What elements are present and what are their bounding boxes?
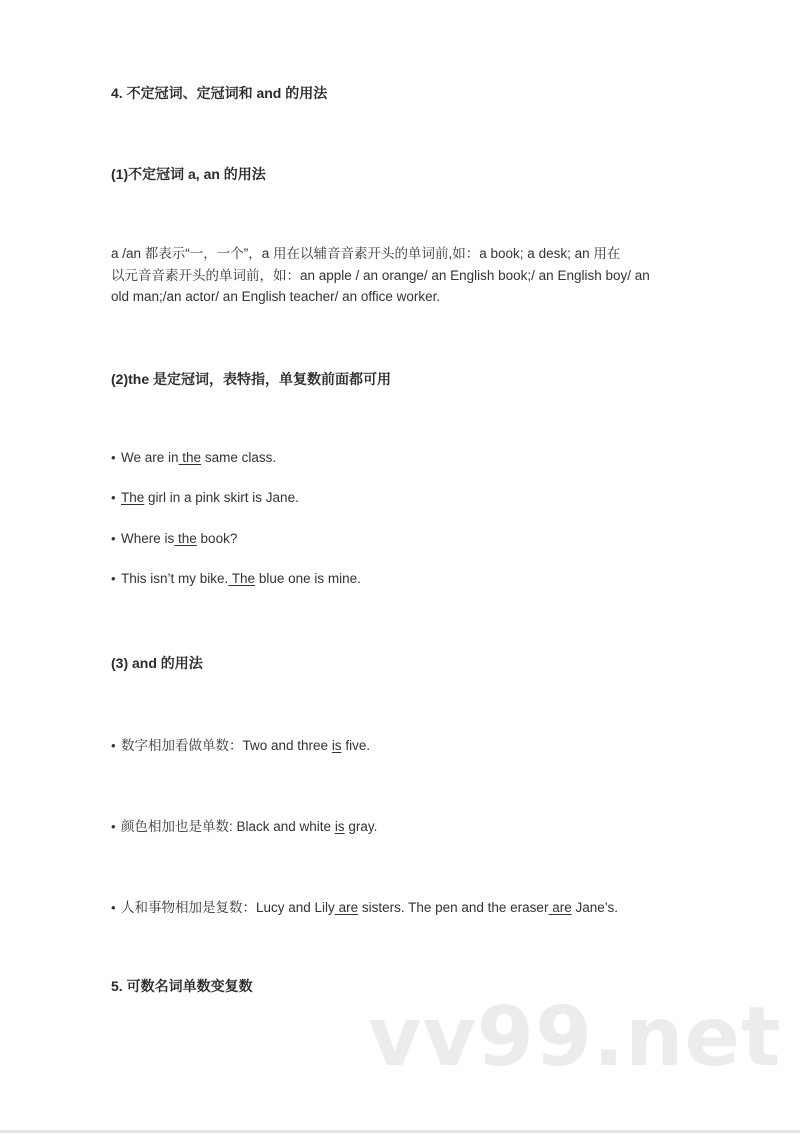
- indefinite-article-paragraph: [111, 243, 691, 308]
- bullet-icon: •: [111, 531, 116, 546]
- paragraph-line: a /an 都表示“一，一个”，a 用在以辅音音素开头的单词前,如：a book; a desk; an 用在: [111, 246, 621, 261]
- list-item: • Where is the book?: [111, 531, 238, 546]
- underlined-word: The: [228, 571, 256, 586]
- list-item: • The girl in a pink skirt is Jane.: [111, 490, 299, 505]
- bullet-icon: •: [111, 819, 116, 834]
- bullet-icon: •: [111, 490, 116, 505]
- list-item: • 人和事物相加是复数：Lucy and Lily are sisters. The pen and the eraser are Jane’s.: [111, 900, 618, 915]
- bullet-icon: •: [111, 450, 116, 465]
- section-1-title: (1)不定冠词 a, an 的用法: [111, 166, 266, 182]
- section-5-title: 5. 可数名词单数变复数: [111, 978, 253, 994]
- underlined-word: are: [548, 900, 572, 915]
- list-item: • We are in the same class.: [111, 450, 277, 465]
- underlined-word: is: [334, 819, 345, 834]
- list-item: • 数字相加看做单数：Two and three is five.: [111, 738, 371, 753]
- bullet-icon: •: [111, 900, 116, 915]
- bullet-icon: •: [111, 571, 116, 586]
- section-3-title: (3) and 的用法: [111, 655, 203, 671]
- paragraph-line: 以元音音素开头的单词前，如：an apple / an orange/ an English book;/ an English boy/ an: [111, 267, 650, 283]
- underlined-word: the: [174, 531, 197, 546]
- paragraph-line: old man;/an actor/ an English teacher/ an office worker.: [111, 289, 441, 304]
- section-4-title: 4. 不定冠词、定冠词和 and 的用法: [111, 85, 328, 101]
- underlined-word: are: [334, 900, 359, 915]
- bullet-icon: •: [111, 738, 116, 753]
- section-2-title: (2)the 是定冠词，表特指，单复数前面都可用: [111, 371, 391, 387]
- list-item: • This isn’t my bike. The blue one is mine.: [111, 571, 361, 586]
- underlined-word: the: [178, 450, 202, 465]
- watermark: vv99.net: [368, 990, 782, 1085]
- underlined-word: The: [121, 490, 145, 505]
- list-item: • 颜色相加也是单数: Black and white is gray.: [111, 819, 378, 834]
- page-bottom-divider: [0, 1130, 800, 1133]
- underlined-word: is: [331, 738, 342, 753]
